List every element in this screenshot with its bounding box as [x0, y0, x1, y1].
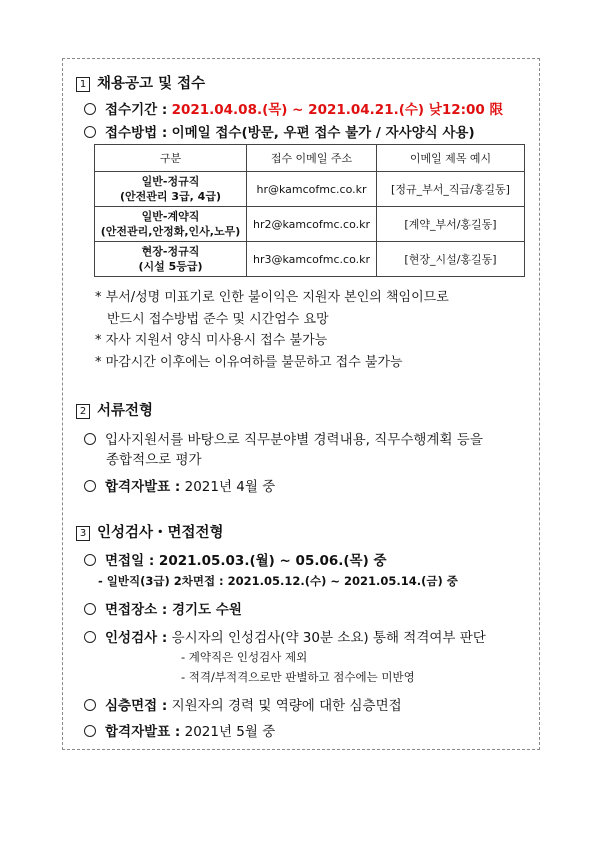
note-2: * 자사 지원서 양식 미사용시 접수 불가능 — [95, 333, 328, 348]
result-value: 2021년 4월 중 — [184, 479, 276, 495]
section2-header — [76, 399, 153, 420]
interview-date-line — [84, 549, 387, 569]
section2-number: 2 — [76, 404, 90, 419]
section2-title: 서류전형 — [97, 403, 154, 419]
table-header-cell: 이메일 제목 예시 — [377, 145, 525, 172]
section3-number: 3 — [76, 526, 90, 541]
document-item — [84, 428, 483, 448]
table-row — [95, 172, 525, 207]
method-value: 이메일 접수(방문, 우편 접수 불가 / 자사양식 사용) — [171, 125, 475, 141]
section1-header — [76, 72, 205, 93]
result-label: 합격자발표 : — [105, 724, 181, 740]
section1-title: 채용공고 및 접수 — [97, 76, 206, 92]
section2-result — [84, 475, 275, 495]
subject-cell: [계약_부서/홍길동] — [377, 207, 525, 242]
note-3: * 마감시간 이후에는 이유여하를 불문하고 접수 불가능 — [95, 355, 403, 370]
personality-label: 인성검사 : — [105, 630, 168, 646]
subject-cell: [현장_시설/홍길동] — [377, 242, 525, 277]
personality-sub2: - 적격/부적격으로만 판별하고 점수에는 미반영 — [181, 670, 415, 684]
interview-date: 면접일 : 2021.05.03.(월) ~ 05.06.(목) 중 — [105, 553, 387, 569]
note-1: * 부서/성명 미표기로 인한 불이익은 지원자 본인의 책임이므로 — [95, 290, 449, 305]
result-value: 2021년 5월 중 — [184, 724, 276, 740]
category-cell: 일반-정규직 (안전관리 3급, 4급) — [95, 172, 247, 207]
email-table — [94, 144, 525, 277]
period-label: 접수기간 : — [105, 102, 168, 118]
table-header-row — [95, 145, 525, 172]
circle-bullet-icon — [84, 103, 96, 115]
section3-header — [76, 521, 224, 542]
circle-bullet-icon — [84, 725, 96, 737]
document-item-line2: 종합적으로 평가 — [106, 452, 202, 468]
place-line — [84, 598, 242, 618]
email-cell: hr3@kamcofmc.co.kr — [247, 242, 377, 277]
method-label: 접수방법 : — [105, 125, 168, 141]
personality-line — [84, 626, 486, 646]
period-value: 2021.04.08.(목) ~ 2021.04.21.(수) 낮12:00 限 — [171, 102, 504, 118]
section3-title: 인성검사・면접전형 — [97, 525, 224, 541]
email-cell: hr@kamcofmc.co.kr — [247, 172, 377, 207]
subject-cell: [정규_부서_직급/홍길동] — [377, 172, 525, 207]
table-row — [95, 207, 525, 242]
deep-value: 지원자의 경력 및 역량에 대한 심층면접 — [171, 698, 402, 714]
deep-interview-line — [84, 694, 402, 714]
personality-value: 응시자의 인성검사(약 30분 소요) 통해 적격여부 판단 — [171, 630, 486, 646]
circle-bullet-icon — [84, 480, 96, 492]
method-line — [84, 121, 475, 141]
result-label: 합격자발표 : — [105, 479, 181, 495]
section1-number: 1 — [76, 77, 90, 92]
personality-sub1: - 계약직은 인성검사 제외 — [181, 650, 308, 664]
table-row — [95, 242, 525, 277]
email-cell: hr2@kamcofmc.co.kr — [247, 207, 377, 242]
circle-bullet-icon — [84, 126, 96, 138]
circle-bullet-icon — [84, 603, 96, 615]
category-cell: 현장-정규직 (시설 5등급) — [95, 242, 247, 277]
period-line — [84, 98, 503, 118]
section3-result — [84, 720, 275, 740]
table-header-cell: 접수 이메일 주소 — [247, 145, 377, 172]
document-item-line1: 입사지원서를 바탕으로 직무분야별 경력내용, 직무수행계획 등을 — [105, 432, 483, 448]
second-interview: - 일반직(3급) 2차면접 : 2021.05.12.(수) ~ 2021.05.14.(금) 중 — [98, 574, 458, 588]
circle-bullet-icon — [84, 699, 96, 711]
circle-bullet-icon — [84, 433, 96, 445]
note-1-cont: 반드시 접수방법 준수 및 시간엄수 요망 — [107, 312, 329, 327]
circle-bullet-icon — [84, 554, 96, 566]
circle-bullet-icon — [84, 631, 96, 643]
category-cell: 일반-계약직 (안전관리,안정화,인사,노무) — [95, 207, 247, 242]
deep-label: 심층면접 : — [105, 698, 168, 714]
interview-place: 면접장소 : 경기도 수원 — [105, 602, 242, 618]
table-header-cell: 구분 — [95, 145, 247, 172]
